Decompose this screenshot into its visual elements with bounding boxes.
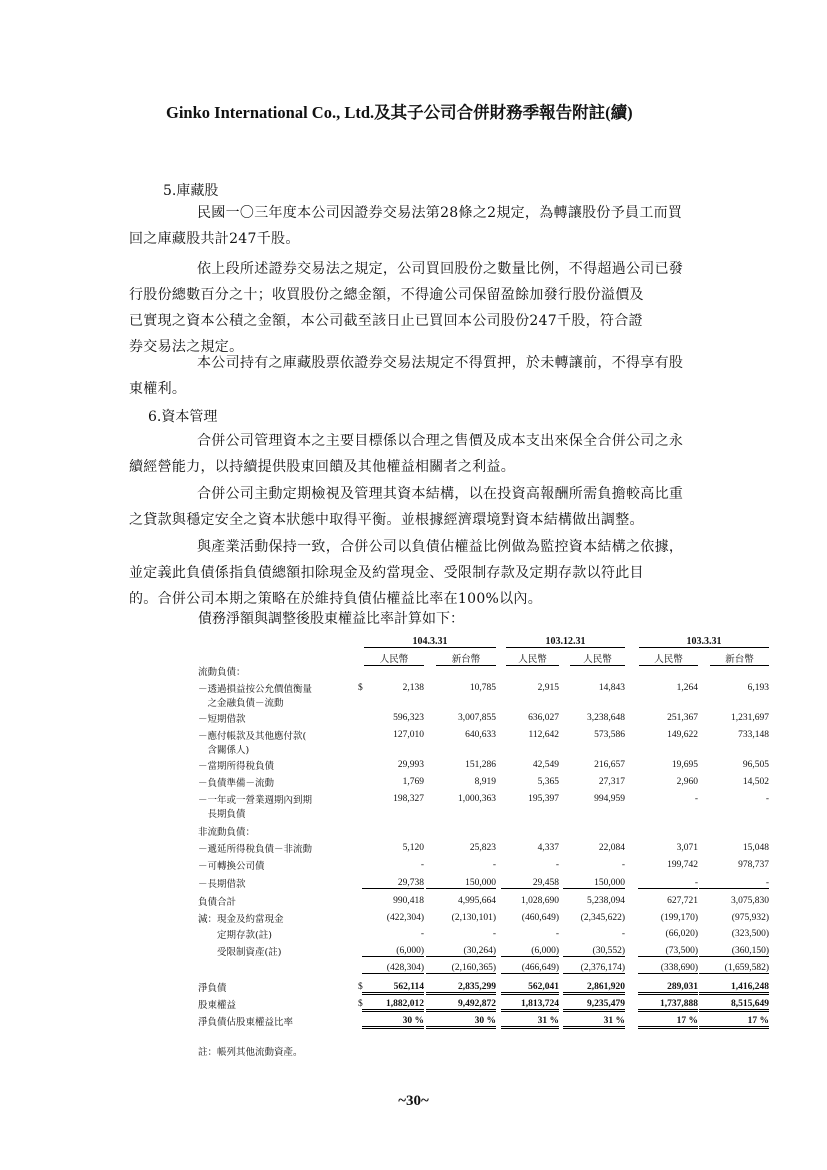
table-cell: 2,861,920 [563, 982, 625, 995]
table-cell: 1,813,724 [501, 999, 559, 1012]
section-5-paragraph-1 [129, 200, 769, 252]
table-cell: 31 % [501, 1016, 559, 1029]
table-cell: - [555, 860, 559, 870]
section-5-paragraph-3 [129, 350, 769, 402]
table-cell: 2,138 [402, 683, 424, 693]
paragraph-line: 東權利。 [129, 381, 187, 397]
table-cell: (2,345,622) [580, 913, 625, 923]
table-cell: 150,000 [426, 878, 496, 889]
table-cell: 1,231,697 [731, 713, 769, 723]
paragraph-line: 合併公司主動定期檢視及管理其資本結構，以在投資高報酬所需負擔較高比重 [197, 486, 684, 502]
table-cell: 199,742 [667, 860, 698, 870]
table-cell: 14,502 [742, 777, 769, 787]
page-header: Ginko International Co., Ltd.及其子公司合併財務季報告附註(續) [166, 103, 633, 122]
table-cell: 14,843 [598, 683, 625, 693]
currency-header: 人民幣 [570, 651, 625, 666]
table-cell: (2,160,365) [426, 963, 496, 974]
paragraph-line: 合併公司管理資本之主要目標係以合理之售價及成本支出來保全合併公司之永 [197, 433, 684, 449]
table-cell: 3,007,855 [458, 713, 496, 723]
section-5-paragraph-2 [129, 256, 769, 360]
table-cell: 733,148 [738, 730, 769, 740]
table-cell: 289,031 [638, 982, 698, 995]
table-cell: (30,264) [426, 946, 496, 957]
table-cell: 6,193 [747, 683, 769, 693]
row-label: －負債準備－流動 [198, 778, 275, 789]
row-label: 定期存款(註) [198, 930, 272, 941]
row-label: 淨負債佔股東權益比率 [198, 1017, 294, 1028]
row-label: 含關係人) [198, 745, 250, 756]
currency-header: 新台幣 [436, 651, 496, 666]
table-cell: 29,993 [397, 760, 424, 770]
row-label: －當期所得稅負債 [198, 761, 275, 772]
table-cell: 15,048 [742, 843, 769, 853]
section-6-paragraph-2 [129, 481, 769, 533]
table-cell: 17 % [699, 1016, 769, 1029]
section-6-paragraph-3 [129, 534, 769, 612]
table-cell: (460,649) [521, 913, 559, 923]
table-cell: (323,500) [731, 929, 769, 939]
table-cell: 3,075,830 [731, 896, 769, 906]
table-cell: 573,586 [594, 730, 625, 740]
table-cell: 5,120 [402, 843, 424, 853]
dollar-sign: $ [358, 982, 363, 992]
paragraph-line: 之貸款與穩定安全之資本狀態中取得平衡。並根據經濟環境對資本結構做出調整。 [129, 512, 644, 528]
row-label: 之金融負債－流動 [198, 698, 284, 709]
table-cell: 2,835,299 [426, 982, 496, 995]
table-cell: 636,027 [528, 713, 559, 723]
table-cell: 9,492,872 [426, 999, 496, 1012]
table-cell: (199,170) [660, 913, 698, 923]
table-cell: - [420, 929, 424, 939]
table-cell: 1,769 [402, 777, 424, 787]
table-cell: 22,084 [598, 843, 625, 853]
table-note: 註：帳列其他流動資產。 [198, 1047, 303, 1058]
table-cell: - [694, 794, 698, 804]
table-cell: 640,633 [465, 730, 496, 740]
table-cell: 42,549 [532, 760, 559, 770]
paragraph-line: 回之庫藏股共計247千股。 [129, 231, 300, 247]
table-cell: 978,737 [738, 860, 769, 870]
column-group-103-12-31: 103.12.31 [506, 636, 625, 648]
table-cell: 198,327 [393, 794, 424, 804]
paragraph-line: 行股份總數百分之十；收買股份之總金額，不得逾公司保留盈餘加發行股份溢價及 [129, 287, 644, 303]
table-cell: - [555, 929, 559, 939]
table-cell: 150,000 [563, 878, 625, 889]
paragraph-line: 並定義此負債係指負債總額扣除現金及約當現金、受限制存款及定期存款以符此目 [129, 565, 644, 581]
row-label: 長期負債 [198, 809, 246, 820]
section-6-paragraph-1 [129, 428, 769, 480]
table-cell: - [492, 860, 496, 870]
table-cell: (1,659,582) [699, 963, 769, 974]
table-cell: 8,515,649 [699, 999, 769, 1012]
table-cell: - [638, 878, 698, 889]
paragraph-line: 已實現之資本公積之金額，本公司截至該日止已買回本公司股份247千股，符合證 [129, 313, 643, 329]
table-cell: 3,238,648 [587, 713, 625, 723]
section-5-title: 5.庫藏股 [163, 183, 219, 199]
row-label: －應付帳款及其他應付款( [198, 731, 307, 742]
section-6-title: 6.資本管理 [148, 409, 218, 425]
row-label: 淨負債 [198, 983, 227, 994]
paragraph-line: 的。合併公司本期之策略在於維持負債佔權益比率在100%以內。 [129, 591, 543, 607]
table-cell: 596,323 [393, 713, 424, 723]
column-group-103-3-31: 103.3.31 [639, 636, 769, 648]
row-label: 非流動負債： [198, 827, 256, 838]
table-cell: 96,505 [742, 760, 769, 770]
row-label: 負債合計 [198, 897, 237, 908]
table-cell: 216,657 [594, 760, 625, 770]
table-cell: 3,071 [676, 843, 698, 853]
table-cell: 1,416,248 [699, 982, 769, 995]
row-label: 股東權益 [198, 1000, 237, 1011]
table-cell: 1,737,888 [638, 999, 698, 1012]
row-label: －一年或一營業週期內到期 [198, 795, 313, 806]
table-cell: (428,304) [362, 963, 424, 974]
currency-header: 人民幣 [639, 651, 698, 666]
table-cell: 8,919 [474, 777, 496, 787]
table-cell: 19,695 [671, 760, 698, 770]
row-label: 受限制資產(註) [198, 947, 282, 958]
currency-header: 人民幣 [364, 651, 424, 666]
table-cell: (975,932) [731, 913, 769, 923]
table-cell: 149,622 [667, 730, 698, 740]
dollar-sign: $ [358, 683, 363, 693]
row-label: 減：現金及約當現金 [198, 914, 284, 925]
table-cell: 30 % [362, 1016, 424, 1029]
table-cell: 127,010 [393, 730, 424, 740]
row-label: －短期借款 [198, 714, 246, 725]
table-cell: 1,028,690 [521, 896, 559, 906]
table-cell: 627,721 [667, 896, 698, 906]
column-group-104-3-31: 104.3.31 [364, 636, 496, 648]
table-cell: 1,000,363 [458, 794, 496, 804]
table-cell: 1,882,012 [362, 999, 424, 1012]
table-cell: 9,235,479 [563, 999, 625, 1012]
table-cell: 5,238,094 [587, 896, 625, 906]
table-cell: (30,552) [563, 946, 625, 957]
table-cell: 251,367 [667, 713, 698, 723]
table-cell: (360,150) [699, 946, 769, 957]
table-cell: 27,317 [598, 777, 625, 787]
table-cell: 112,642 [528, 730, 559, 740]
table-cell: 2,915 [537, 683, 559, 693]
table-cell: 562,114 [362, 982, 424, 995]
row-label: －透過損益按公允價值衡量 [198, 684, 313, 695]
table-cell: (422,304) [386, 913, 424, 923]
paragraph-line: 與產業活動保持一致，合併公司以負債佔權益比例做為監控資本結構之依據， [197, 539, 684, 555]
table-cell: (6,000) [501, 946, 559, 957]
page-number: ~30~ [398, 1093, 429, 1109]
table-cell: 1,264 [676, 683, 698, 693]
row-label: 流動負債： [198, 667, 246, 678]
table-cell: 562,041 [501, 982, 559, 995]
table-cell: (66,020) [665, 929, 698, 939]
table-cell: 4,995,664 [458, 896, 496, 906]
table-cell: 31 % [563, 1016, 625, 1029]
table-cell: 994,959 [594, 794, 625, 804]
table-cell: 195,397 [528, 794, 559, 804]
table-cell: 4,337 [537, 843, 559, 853]
table-cell: (73,500) [638, 946, 698, 957]
table-cell: 17 % [638, 1016, 698, 1029]
table-cell: - [621, 860, 625, 870]
table-cell: - [420, 860, 424, 870]
table-cell: 10,785 [469, 683, 496, 693]
row-label: －遞延所得稅負債－非流動 [198, 844, 313, 855]
table-cell: 29,458 [501, 878, 559, 889]
table-cell: - [699, 878, 769, 889]
table-cell: 151,286 [465, 760, 496, 770]
table-cell: 2,960 [676, 777, 698, 787]
table-cell: - [765, 794, 769, 804]
table-cell: 5,365 [537, 777, 559, 787]
paragraph-line: 依上段所述證券交易法之規定，公司買回股份之數量比例，不得超過公司已發 [197, 261, 684, 277]
table-cell: (6,000) [362, 946, 424, 957]
table-intro: 債務淨額與調整後股東權益比率計算如下： [198, 611, 464, 627]
paragraph-line: 券交易法之規定。 [129, 339, 244, 355]
paragraph-line: 民國一〇三年度本公司因證券交易法第28條之2規定，為轉讓股份予員工而買 [197, 205, 683, 221]
table-cell: - [492, 929, 496, 939]
dollar-sign: $ [358, 999, 363, 1009]
currency-header: 新台幣 [710, 651, 769, 666]
table-cell: 29,738 [362, 878, 424, 889]
table-cell: - [621, 929, 625, 939]
row-label: －長期借款 [198, 879, 246, 890]
row-label: －可轉換公司債 [198, 861, 265, 872]
table-cell: 25,823 [469, 843, 496, 853]
table-cell: 990,418 [393, 896, 424, 906]
table-cell: 30 % [426, 1016, 496, 1029]
table-cell: (466,649) [501, 963, 559, 974]
paragraph-line: 續經營能力，以持續提供股東回饋及其他權益相關者之利益。 [129, 459, 516, 475]
paragraph-line: 本公司持有之庫藏股票依證券交易法規定不得質押，於未轉讓前，不得享有股 [197, 355, 684, 371]
table-cell: (2,376,174) [563, 963, 625, 974]
currency-header: 人民幣 [506, 651, 559, 666]
table-cell: (2,130,101) [451, 913, 496, 923]
table-cell: (338,690) [638, 963, 698, 974]
